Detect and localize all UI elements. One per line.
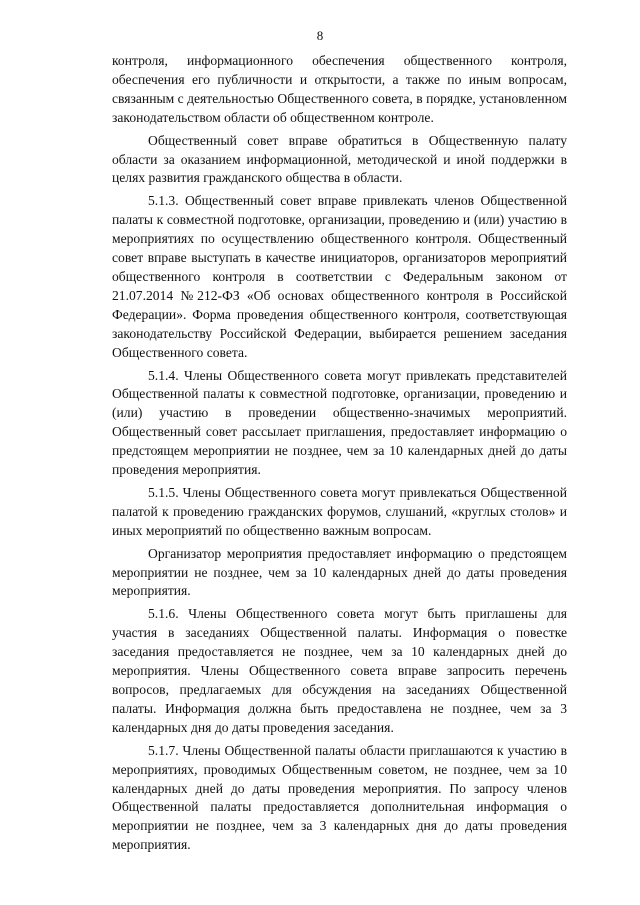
paragraph-support: Общественный совет вправе обратиться в Общественную палату области за оказанием информационной, методической и иной поддержки в целях развития гражданского общества в области. — [112, 132, 567, 186]
paragraph-5-1-3: 5.1.3. Общественный совет вправе привлекать членов Общественной палаты к совместной подготовке, организации, проведению и (или) участию в мероприятиях по осуществлению общественного контроля. Общественный совет вправе выступать в качестве инициаторов, организаторов мероприятий общественного контроля в соответствии с Федеральным законом от 21.07.2014 №212-ФЗ «Об основах общественного контроля в Российской Федерации». Форма проведения общественного контроля, соответствующая законодательству Российской Федерации, выбирается решением заседания Общественного совета. — [112, 193, 567, 360]
paragraph-5-1-6: 5.1.6. Члены Общественного совета могут быть приглашены для участия в заседаниях Общественной палаты. Информация о повестке заседания предоставляется не позднее, чем за 10 календарных дней до мероприятия. Члены Общественного совета вправе запросить перечень вопросов, предлагаемых для обсуждения на заседаниях Общественной палаты. Информация должна быть предоставлена не позднее, чем за 3 календарных дня до даты проведения заседания. — [112, 606, 567, 735]
paragraph-5-1-7: 5.1.7. Члены Общественной палаты области приглашаются к участию в мероприятиях, проводимых Общественным советом, не позднее, чем за 10 календарных дней до даты проведения мероприятия. По запросу членов Общественной палаты предоставляется дополнительная информация о мероприятии не позднее, чем за 3 календарных дня до даты проведения мероприятия. — [112, 742, 567, 853]
page-number: 8 — [316, 28, 324, 43]
paragraph-5-1-5: 5.1.5. Члены Общественного совета могут привлекаться Общественной палатой к проведению гражданских форумов, слушаний, «круглых столов» и иных мероприятий по общественно важным вопросам. — [112, 484, 567, 538]
paragraph-5-1-4: 5.1.4. Члены Общественного совета могут привлекать представителей Общественной палаты к совместной подготовке, организации, проведению и (или) участию в проведении общественно-значимых мероприятий. Общественный совет рассылает приглашения, предоставляет информацию о предстоящем мероприятии не позднее, чем за 10 календарных дней до даты проведения мероприятия. — [112, 367, 567, 478]
paragraph-organizer: Организатор мероприятия предоставляет информацию о предстоящем мероприятии не позднее, чем за 10 календарных дней до даты проведения мероприятия. — [112, 545, 567, 599]
paragraph-continuation: контроля, информационного обеспечения общественного контроля, обеспечения его публичности и открытости, а также по иным вопросам, связанным с деятельностью Общественного совета, в порядке, установленном законодательством области об общественном контроле. — [112, 53, 567, 125]
document-body — [112, 52, 567, 859]
